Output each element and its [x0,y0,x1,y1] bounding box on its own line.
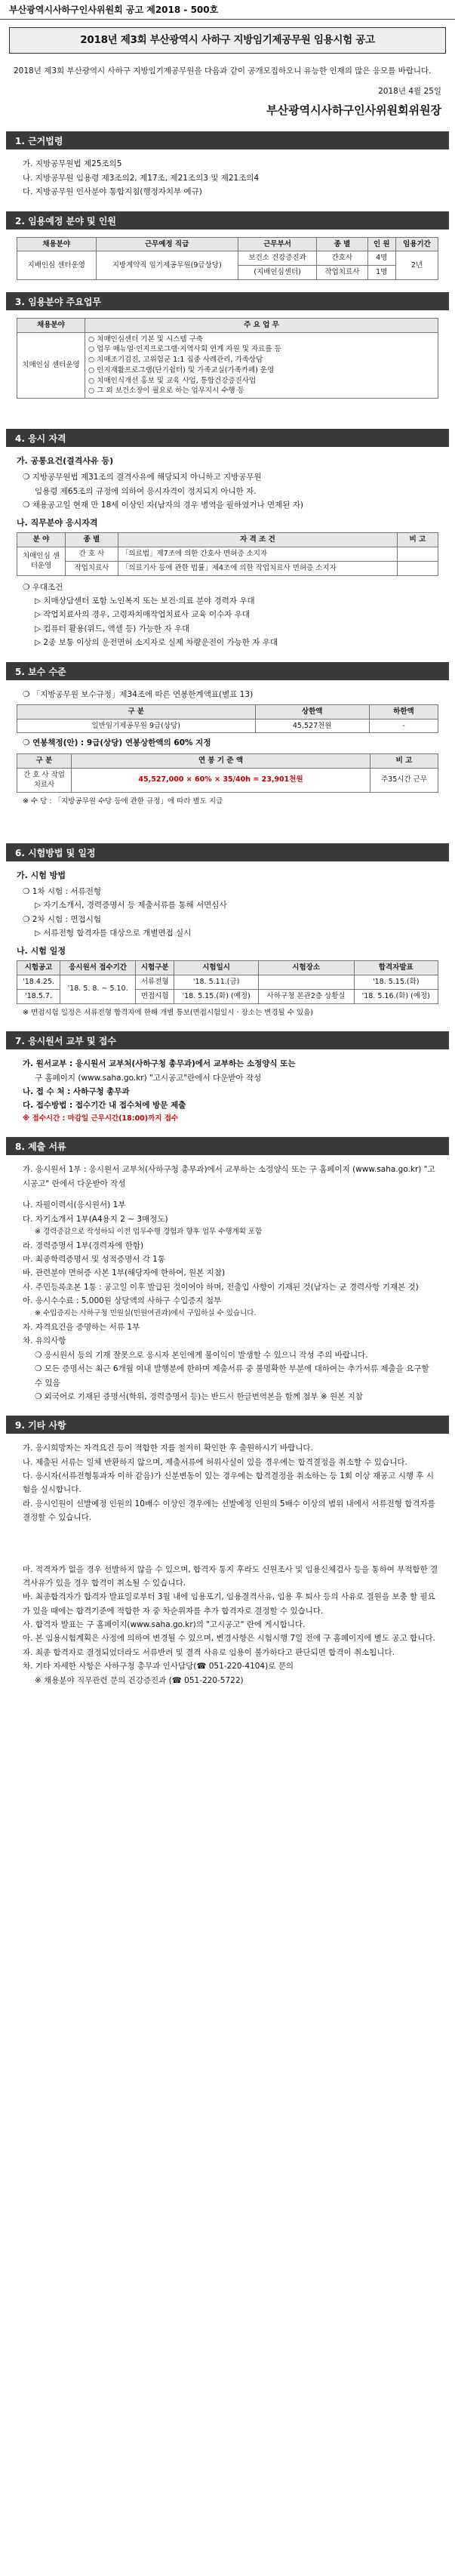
table-header: 근무부서 [238,237,317,251]
text-line: ❍ 지방공무원법 제31조의 결격사유에 해당되지 아니하고 지방공무원 [23,473,262,482]
table-header: 응시원서 접수기간 [60,961,136,975]
intro-text: 2018년 제3회 부산광역시 사하구 지방임기제공무원을 다음과 같이 공개모집하오니 유능한 인재의 많은 응모를 바랍니다. [14,66,432,75]
document-item: ※ 수입증지는 사하구청 민원실(민원여권과)에서 구입하실 수 있습니다. [35,1309,257,1318]
table-cell: '18. 5.11.(금) [174,975,258,990]
table-header: 시험구분 [136,961,174,975]
misc-item: 마. 적격자가 없을 경우 선발하지 않을 수 있으며, 합격자 통지 후라도 신원조사 및 임용신체검사 등을 통하여 부적합한 결격사유가 있을 경우 합격이 취소될 수 있습니다. [23,1564,438,1588]
preference-item: ▷ 2종 보통 이상의 운전면허 소지자로 실제 차량운전이 가능한 자 우대 [35,638,278,648]
table-cell: 작업치료사 [317,266,367,280]
table-cell: 「의료기사 등에 관한 법률」제4조에 의한 작업치료사 면허증 소지자 [118,561,398,575]
subsection-title: 가. 시험 방법 [17,870,66,880]
document-item: 바. 관련분야 면허증 사본 1부(해당자에 한하여, 원본 지참) [23,1268,226,1278]
table-cell [258,975,354,990]
table-cell: '18. 5.15.(화) [354,975,438,990]
table-header: 근무예정 직급 [96,237,238,251]
table-cell: 45,527,000 × 60% × 35/40h = 23,901천원 [72,768,370,793]
table-header: 비 고 [398,533,438,547]
text-line: 가. 원서교부 : 응시원서 교부처(사하구청 총무과)에서 교부하는 소정양식 또는 [23,1059,296,1069]
table-header: 구 분 [17,704,256,719]
duty-item: ○ 인지재활프로그램(단기쉼터) 및 가족교실(가족카페) 운영 [88,365,275,374]
table-header: 시험장소 [258,961,354,975]
subsection-title: 나. 시험 일정 [17,946,66,957]
notice-number: 부산광역시사하구인사위원회 공고 제2018 - 500호 [0,0,455,20]
text-line: ❍ 1차 시험 : 서류전형 [23,886,101,896]
positions-table [17,237,438,280]
table-cell: 서류전형 [136,975,174,990]
table-header: 인 원 [367,237,396,251]
note-line: ※ 면접시험 일정은 서류전형 합격자에 한해 개별 통보(면접시험일시 · 장소는 변경될 수 있음) [23,1008,314,1017]
preference-item: ▷ 작업치료사의 경우, 고령자치매작업치료사 교육 이수자 우대 [35,610,251,620]
table-header: 주 요 업 무 [85,318,438,332]
document-item: ❍ 모든 증명서는 최근 6개월 이내 발행분에 한하며 제출서류 중 불명확한 부분에 대하여는 추가서류 제출을 요구할 수 있음 [35,1364,429,1388]
issuing-org: 부산광역시사하구인사위원회위원장 [266,103,441,118]
table-cell: 작업치료사 [66,561,118,575]
table-header: 비 고 [370,753,438,768]
document-item: ※ 경력증감으로 작성하되 이전 업무수행 경험과 향후 업무 수행계획 포함 [35,1227,263,1236]
subsection-title: 가. 공통요건(결격사유 등) [17,456,114,467]
document-item: 차. 유의사항 [23,1336,66,1346]
page-title: 2018년 제3회 부산광역시 사하구 지방임기제공무원 임용시험 공고 [9,27,446,54]
table-cell: 주35시간 근무 [370,768,438,793]
table-cell: 치매인심 센터운영 [17,332,85,399]
text-line: ❍ 「지방공무원 보수규정」제34조에 따른 연봉한계액표(별표 13) [23,689,254,699]
table-header: 구 분 [17,753,72,768]
table-cell: 「의료법」제7조에 의한 간호사 면허증 소지자 [118,547,398,562]
preference-title: ❍ 우대조건 [23,582,63,592]
salary-table [17,704,438,734]
document-item: 다. 자기소개서 1부(A4용지 2 ~ 3매정도) [23,1214,168,1224]
text-line: 나. 접 수 처 : 사하구청 총무과 [23,1087,130,1097]
legal-item: 나. 지방공무원 임용령 제3조의2, 제17조, 제21조의3 및 제21조의4 [23,173,260,183]
document-item: 라. 경력증명서 1부(경력자에 한함) [23,1240,144,1250]
note-line: ※ 수 당 : 「지방공무원 수당 등에 관한 규정」에 따라 별도 지급 [23,797,223,806]
section-header-application: 7. 응시원서 교부 및 접수 [6,1031,449,1049]
section-header-legal: 1. 근거법령 [6,131,449,149]
table-header: 임용기간 [396,237,438,251]
table-cell: 면접시험 [136,989,174,1003]
document-item: ❍ 응시원서 등의 기재 잘못으로 응시자 본인에게 불이익이 발생할 수 있으니 작성 주의 바랍니다. [35,1350,368,1360]
document-item: 사. 주민등록초본 1통 : 공고일 이후 발급된 것이어야 하며, 전출입 사항이 기재된 것(남자는 군 경력사항 기재본 것) [23,1282,419,1292]
table-cell: 45,527천원 [255,719,369,733]
section-header-schedule: 6. 시험방법 및 일정 [6,843,449,861]
preference-item: ▷ 치매상담센터 포함 노인복지 또는 보건·의료 분야 경력자 우대 [35,596,255,606]
misc-item: 사. 합격자 발표는 구 홈페이지(www.saha.go.kr)의 "고시공고" 란에 게시합니다. [23,1620,306,1630]
preference-item: ▷ 컴퓨터 활용(위드, 액셀 등) 가능한 자 우대 [35,624,190,633]
misc-item: 라. 응시인원이 선발예정 인원의 10배수 이상인 경우에는 선발예정 인원의 5배수 이상의 범위 내에서 서류전형 합격자를 결정할 수 있습니다. [23,1499,435,1523]
note-line: ※ 접수시간 : 마감일 근무시간(18:00)까지 접수 [23,1114,179,1123]
table-cell: 지방계약직 임기제공무원(9급상당) [96,251,238,280]
text-line: ❍ 2차 시험 : 면접시험 [23,914,101,924]
misc-item: 차. 기타 자세한 사항은 사하구청 총무과 인사담당(☎ 051-220-4104)로 문의 [23,1662,294,1672]
table-cell [398,561,438,575]
text-line: 임용령 제65조의 규정에 의하여 응시자격이 정지되지 아니한 자. [35,486,257,496]
text-line: 가. 응시원서 1부 : 응시원서 교부처(사하구청 총무과)에서 교부하는 소정양식 또는 구 홈페이지 (www.saha.go.kr) "고시공고" 란에서 다운받아 작성 [23,1165,435,1188]
text-line: ❍ 채용공고일 현재 만 18세 이상인 자(남자의 경우 병역을 필하였거나 면제된 자) [23,500,303,510]
table-cell: 지배인심 센터운영 [17,251,97,280]
qualification-table [17,532,438,575]
duty-item: ○ 그 외 보건소장이 필요로 하는 업무지시 수행 등 [88,387,244,396]
table-cell: - [369,719,438,733]
table-header: 종 별 [317,237,367,251]
table-header: 하한액 [369,704,438,719]
table-cell: 일반임기제공무원 9급(상당) [17,719,256,733]
notice-date: 2018년 4월 25일 [378,86,441,96]
table-header: 합격자발표 [354,961,438,975]
table-cell: 사하구청 본관2층 상황실 [258,989,354,1003]
salary-calc-table [17,753,438,793]
document-item: 아. 응시수수료 : 5,000원 상당액의 사하구 수입증지 첨부 [23,1296,222,1306]
duty-item: ○ 치매조기검진, 고위험군 1:1 집중 사례관리, 가족상담 [88,356,263,365]
table-cell: 1명 [367,266,396,280]
misc-item: ※ 채용분야 직무관련 문의 건강증진과 (☎ 051-220-5722) [35,1675,244,1685]
misc-item: 가. 응시희망자는 자격요건 등이 적합한 지를 철저히 확인한 후 출원하시기 바랍니다. [23,1444,313,1453]
table-header: 시험일시 [174,961,258,975]
table-header: 상한액 [255,704,369,719]
table-cell: 간호사 [317,251,367,266]
table-header: 시험공고 [17,961,60,975]
document-item: 나. 자필이력서(응시원서) 1부 [23,1200,126,1210]
table-header: 채용분야 [17,237,97,251]
text-line: ▷ 자기소개서, 경력증명서 등 제출서류를 통해 서면심사 [35,901,227,911]
table-header: 분 야 [17,533,66,547]
misc-item: 다. 응시자(서류전형통과자 이하 같음)가 신분변동이 있는 경우에는 합격결정을 취소하는 등 1회 이상 재공고 시행 후 시험을 실시합니다. [23,1471,434,1495]
section-header-misc: 9. 기타 사항 [6,1416,449,1434]
legal-item: 다. 지방공무원 인사분야 통합지침(행정자치부 예규) [23,187,202,197]
table-cell: 보건소 건강증진과 [238,251,317,266]
text-line: ❍ 연봉책정(안) : 9급(상당) 연봉상한액의 60% 지정 [23,738,211,748]
text-line: ▷ 서류전형 합격자를 대상으로 개별면접 실시 [35,928,192,938]
misc-item: 아. 본 임용시험계획은 사정에 의하여 변경될 수 있으며, 변경사항은 시험시행 7일 전에 구 홈페이지에 별도 공고 합니다. [23,1634,435,1644]
section-header-positions: 2. 임용예정 분야 및 인원 [6,211,449,230]
table-cell: '18. 5.15.(화) (예정) [174,989,258,1003]
duties-table [17,318,438,399]
table-cell: 간 호 사 [66,547,118,562]
table-cell: 간 호 사 작업치료사 [17,768,72,793]
table-cell: 치매인심 센터운영 [17,547,66,576]
duty-item: ○ 치매인심센터 기본 및 시스템 구축 [88,334,203,344]
table-cell: 4명 [367,251,396,266]
duty-item: ○ 업무 매뉴얼·인지프로그램·지역사회 연계 자원 및 자료를 등 [88,345,281,354]
misc-item: 바. 최종합격자가 합격자 발표일로부터 3월 내에 임용포기, 임용결격사유, 임용 후 퇴사 등의 사유로 결원을 보충 할 필요가 있을 때에는 합격기준에 적합한 자 중 차순위자를 추가 합격자로 결정할 수 있습니다. [23,1592,435,1616]
section-header-duties: 3. 임용분야 주요업무 [6,292,449,310]
table-header: 자 격 조 건 [118,533,398,547]
duty-item: ○ 치매인식개선 홍보 및 교육 사업, 통합건강증진사업 [88,376,257,385]
legal-item: 가. 지방공무원법 제25조의5 [23,159,122,169]
misc-item: 자. 최종 합격자로 결정되었더라도 서류반려 및 결격 사유로 임용이 불가하다고 판단되면 합격이 취소됩니다. [23,1647,395,1657]
table-header: 종 별 [66,533,118,547]
text-line: 구 홈페이지 (www.saha.go.kr) "고시공고"란에서 다운받아 작성 [35,1073,262,1083]
duties-cell [85,332,438,399]
section-header-eligibility: 4. 응시 자격 [6,429,449,447]
table-cell [398,547,438,562]
section-header-salary: 5. 보수 수준 [6,662,449,680]
document-item: 마. 최종학력증명서 및 성적증명서 각 1통 [23,1254,165,1264]
table-cell: (지배인심센터) [238,266,317,280]
misc-item: 나. 제출된 서류는 일체 반환하지 않으며, 제출서류에 허위사실이 있을 경우에는 합격결정을 취소할 수 있습니다. [23,1457,407,1467]
table-cell: '18. 5. 8. ~ 5.10. [60,975,136,1004]
document-item: 자. 자격요건을 증명하는 서류 1부 [23,1323,140,1333]
schedule-table [17,960,438,1003]
table-cell: '18.4.25. [17,975,60,990]
table-header: 채용분야 [17,318,85,332]
section-header-documents: 8. 제출 서류 [6,1137,449,1155]
table-cell: '18. 5.16.(화) (예정) [354,989,438,1003]
subsection-title: 나. 직무분야 응시자격 [17,518,98,528]
text-line: 다. 접수방법 : 접수기간 내 접수처에 방문 제출 [23,1101,186,1111]
document-item: ❍ 외국어로 기재된 증명서(학위, 경력증명서 등)는 반드시 한글번역본을 함께 첨부 ※ 원본 지참 [35,1391,363,1401]
table-header: 연 봉 기 준 액 [72,753,370,768]
table-cell: 2년 [396,251,438,280]
table-cell: '18.5.7. [17,989,60,1003]
